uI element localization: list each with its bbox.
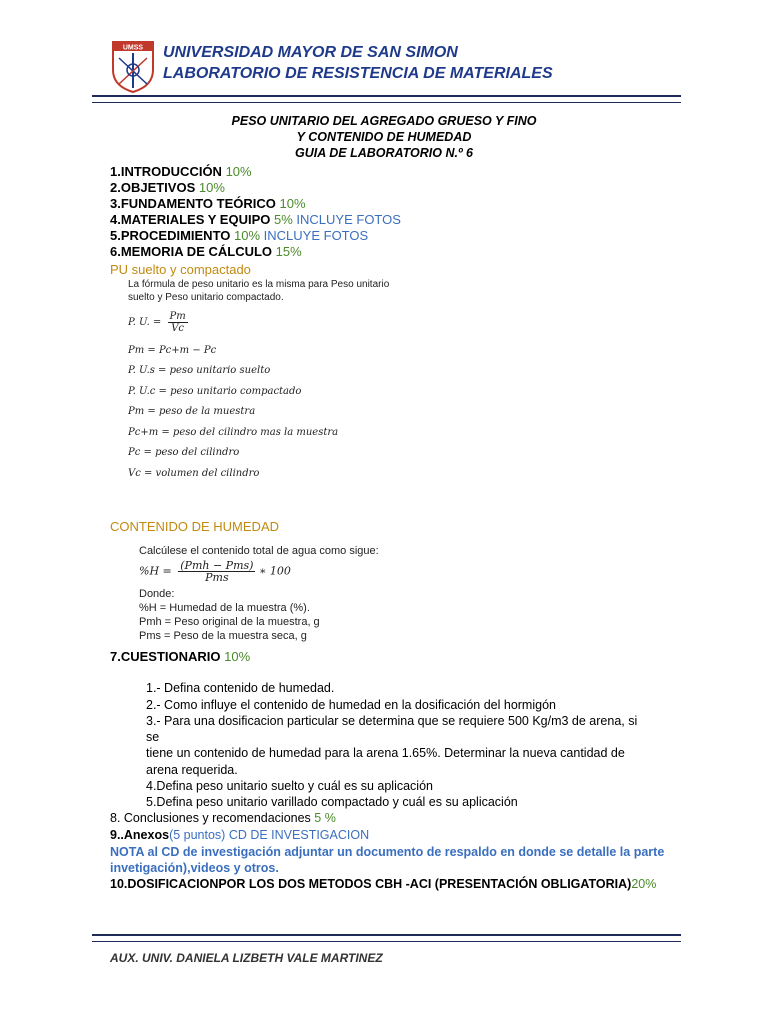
humedad-def: Pmh = Peso original de la muestra, g — [139, 616, 320, 628]
section-percent: 10% — [198, 180, 225, 195]
section-note: INCLUYE FOTOS — [296, 212, 401, 227]
section-anexos — [110, 828, 369, 842]
section-objetivos — [110, 180, 225, 195]
section-label: 4.MATERIALES Y EQUIPO — [110, 212, 271, 227]
section-label: 5.PROCEDIMIENTO — [110, 228, 231, 243]
section-fundamento — [110, 196, 306, 211]
formula-numerator: Pm — [169, 311, 186, 322]
doc-title-line1: PESO UNITARIO DEL AGREGADO GRUESO Y FINO — [231, 114, 537, 128]
humedad-formula — [139, 560, 291, 583]
laboratory-name: LABORATORIO DE RESISTENCIA DE MATERIALES — [163, 65, 553, 82]
pu-def: P. U.c = peso unitario compactado — [128, 386, 302, 397]
section-percent: 5% — [274, 212, 293, 227]
pu-def: Vc = volumen del cilindro — [128, 468, 260, 479]
formula-lhs: P. U. = — [128, 317, 162, 328]
pu-intro-line1: La fórmula de peso unitario es la misma para Peso unitario — [128, 279, 390, 290]
humedad-def: %H = Humedad de la muestra (%). — [139, 602, 310, 614]
section-percent: 20% — [631, 877, 657, 891]
svg-text:UMSS: UMSS — [122, 44, 144, 52]
section-label: 8. Conclusiones y recomendaciones — [110, 811, 311, 825]
formula-denominator: Pms — [205, 571, 229, 584]
pu-intro-line2: suelto y Peso unitario compactado. — [128, 292, 284, 303]
section-materiales — [110, 212, 401, 227]
doc-title-line2: Y CONTENIDO DE HUMEDAD — [296, 130, 472, 144]
donde-label: Donde: — [139, 588, 175, 600]
pu-def: Pm = peso de la muestra — [128, 406, 256, 417]
question-3-cont: tiene un contenido de humedad para la arena 1.65%. Determinar la nueva cantidad de — [146, 746, 625, 760]
section-label: 6.MEMORIA DE CÁLCULO — [110, 244, 273, 259]
question-2: 2.- Como influye el contenido de humedad en la dosificación del hormigón — [146, 698, 556, 712]
university-logo — [111, 40, 155, 94]
header-divider — [92, 95, 681, 103]
section-cuestionario — [110, 649, 250, 664]
section-introduccion — [110, 164, 252, 179]
section-percent: 15% — [275, 244, 302, 259]
section-label: 9..Anexos — [110, 828, 170, 842]
section-dosificacion — [110, 877, 656, 891]
section-memoria — [110, 244, 302, 259]
pu-def: P. U.s = peso unitario suelto — [128, 365, 271, 376]
formula-numerator: (Pmh − Pms) — [180, 559, 254, 572]
pu-def: Pc = peso del cilindro — [128, 447, 240, 458]
humedad-heading: CONTENIDO DE HUMEDAD — [110, 519, 280, 534]
section-percent: 5 % — [314, 811, 336, 825]
pu-heading: PU suelto y compactado — [110, 262, 251, 277]
pu-def: Pc+m = peso del cilindro mas la muestra — [128, 427, 339, 438]
humedad-def: Pms = Peso de la muestra seca, g — [139, 630, 307, 642]
section-percent: 10% — [234, 228, 261, 243]
section-procedimiento — [110, 228, 368, 243]
nota-line1: NOTA al CD de investigación adjuntar un documento de respaldo en donde se detalle la parte — [110, 845, 665, 859]
footer-author: AUX. UNIV. DANIELA LIZBETH VALE MARTINEZ — [110, 951, 383, 965]
pu-formula — [128, 311, 188, 334]
section-conclusiones — [110, 811, 336, 825]
university-name: UNIVERSIDAD MAYOR DE SAN SIMON — [163, 44, 458, 61]
question-3-cont: se — [146, 730, 160, 744]
section-note: INCLUYE FOTOS — [263, 228, 369, 243]
section-label: 3.FUNDAMENTO TEÓRICO — [110, 196, 276, 211]
footer-divider — [92, 934, 681, 942]
question-3: 3.- Para una dosificacion particular se determina que se requiere 500 Kg/m3 de arena, si — [146, 714, 638, 728]
question-1: 1.- Defina contenido de humedad. — [146, 681, 335, 695]
section-note: (5 puntos) CD DE INVESTIGACION — [169, 828, 370, 842]
doc-title-line3: GUIA DE LABORATORIO N.º 6 — [295, 146, 473, 160]
formula-rhs: ∗ 100 — [258, 564, 291, 578]
pm-formula: Pm = Pc+m − Pc — [128, 345, 217, 356]
formula-lhs: %H = — [139, 564, 172, 578]
question-4: 4.Defina peso unitario suelto y cuál es su aplicación — [146, 779, 433, 793]
humedad-intro: Calcúlese el contenido total de agua como sigue: — [139, 545, 379, 557]
section-label: 10.DOSIFICACIONPOR LOS DOS METODOS CBH -ACI (PRESENTACIÓN OBLIGATORIA) — [110, 877, 632, 891]
section-label: 2.OBJETIVOS — [110, 180, 196, 195]
section-percent: 10% — [279, 196, 306, 211]
section-label: 7.CUESTIONARIO — [110, 649, 221, 664]
section-percent: 10% — [225, 164, 252, 179]
section-label: 1.INTRODUCCIÓN — [110, 164, 222, 179]
question-5: 5.Defina peso unitario varillado compactado y cuál es su aplicación — [146, 795, 518, 809]
nota-line2: invetigación),videos y otros. — [110, 861, 279, 875]
formula-denominator: Vc — [171, 323, 185, 334]
section-percent: 10% — [224, 649, 251, 664]
question-3-cont: arena requerida. — [146, 763, 238, 777]
